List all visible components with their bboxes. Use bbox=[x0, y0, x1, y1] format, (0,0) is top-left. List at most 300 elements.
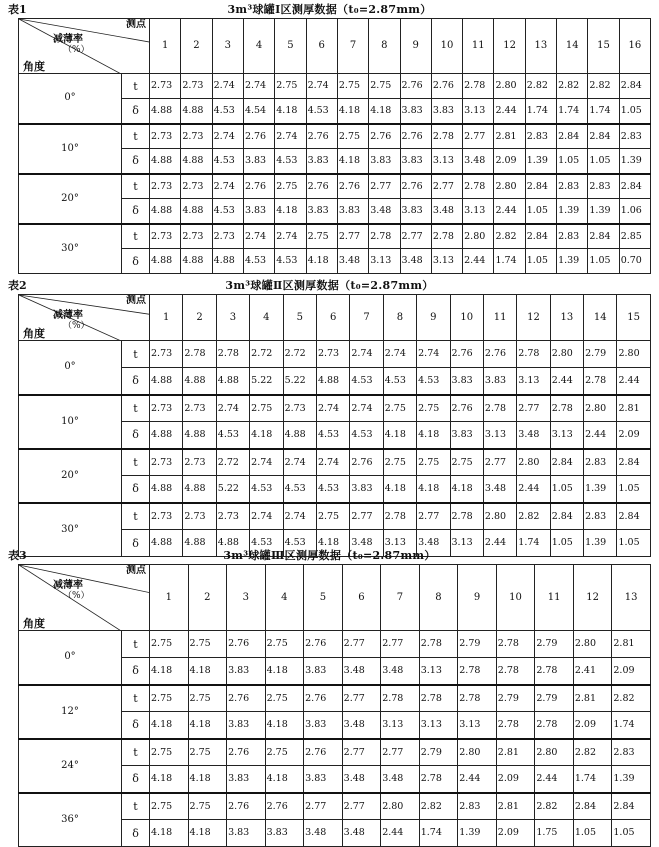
table-row bbox=[19, 174, 651, 199]
value-cell: 2.78 bbox=[535, 658, 574, 685]
value-cell: 1.74 bbox=[612, 712, 651, 739]
table-row bbox=[19, 395, 651, 422]
value-cell: 3.83 bbox=[227, 658, 266, 685]
value-cell: 2.84 bbox=[525, 224, 556, 249]
value-cell: 2.76 bbox=[265, 793, 304, 820]
value-cell: 2.74 bbox=[243, 224, 274, 249]
table-section-1 bbox=[0, 0, 659, 274]
value-cell: 3.83 bbox=[483, 368, 516, 395]
value-cell: 2.77 bbox=[342, 793, 381, 820]
angle-label: 角度 bbox=[23, 327, 45, 340]
value-cell: 3.83 bbox=[306, 149, 337, 174]
value-cell: 2.76 bbox=[227, 739, 266, 766]
value-cell: 1.39 bbox=[557, 199, 588, 224]
value-cell: 3.13 bbox=[431, 149, 462, 174]
value-cell: 2.44 bbox=[517, 476, 550, 503]
column-header: 1 bbox=[150, 19, 181, 74]
value-cell: 2.78 bbox=[463, 174, 494, 199]
value-cell: 3.48 bbox=[517, 422, 550, 449]
value-cell: 2.73 bbox=[183, 449, 216, 476]
value-cell: 2.74 bbox=[275, 224, 306, 249]
value-cell: 1.05 bbox=[557, 149, 588, 174]
value-cell: 4.18 bbox=[306, 249, 337, 274]
value-cell: 3.48 bbox=[350, 530, 383, 557]
value-cell: 2.78 bbox=[496, 631, 535, 658]
value-cell: 2.84 bbox=[619, 174, 650, 199]
angle-cell: 30° bbox=[19, 503, 122, 557]
value-cell: 2.80 bbox=[517, 449, 550, 476]
value-cell: 1.05 bbox=[588, 249, 619, 274]
symbol-cell: δ bbox=[122, 149, 150, 174]
value-cell: 2.75 bbox=[417, 449, 450, 476]
value-cell: 2.75 bbox=[417, 395, 450, 422]
value-cell: 2.77 bbox=[483, 449, 516, 476]
value-cell: 2.76 bbox=[350, 449, 383, 476]
value-cell: 2.44 bbox=[584, 422, 617, 449]
symbol-cell: δ bbox=[122, 99, 150, 124]
value-cell: 4.18 bbox=[450, 476, 483, 503]
value-cell: 2.77 bbox=[400, 224, 431, 249]
value-cell: 2.80 bbox=[494, 74, 525, 99]
column-header: 8 bbox=[383, 295, 416, 341]
value-cell: 4.18 bbox=[188, 766, 227, 793]
value-cell: 3.48 bbox=[304, 820, 343, 847]
angle-cell: 20° bbox=[19, 174, 122, 224]
value-cell: 4.88 bbox=[212, 249, 243, 274]
value-cell: 1.39 bbox=[584, 530, 617, 557]
value-cell: 1.39 bbox=[584, 476, 617, 503]
value-cell: 4.53 bbox=[212, 149, 243, 174]
column-header: 11 bbox=[535, 565, 574, 631]
column-header: 2 bbox=[181, 19, 212, 74]
symbol-cell: δ bbox=[122, 368, 150, 395]
value-cell: 2.76 bbox=[227, 631, 266, 658]
value-cell: 1.05 bbox=[619, 99, 650, 124]
table-caption bbox=[0, 276, 659, 294]
table-tag: 表2 bbox=[8, 279, 27, 292]
value-cell: 3.83 bbox=[400, 149, 431, 174]
column-header: 15 bbox=[588, 19, 619, 74]
value-cell: 2.77 bbox=[342, 739, 381, 766]
value-cell: 2.82 bbox=[557, 74, 588, 99]
value-cell: 4.18 bbox=[337, 149, 368, 174]
value-cell: 4.88 bbox=[183, 530, 216, 557]
column-header: 6 bbox=[316, 295, 349, 341]
thickness-table-3 bbox=[18, 564, 651, 847]
value-cell: 2.80 bbox=[535, 739, 574, 766]
value-cell: 2.73 bbox=[181, 174, 212, 199]
column-header: 11 bbox=[463, 19, 494, 74]
value-cell: 2.78 bbox=[431, 224, 462, 249]
column-header: 9 bbox=[417, 295, 450, 341]
value-cell: 3.83 bbox=[400, 199, 431, 224]
percent-unit-label: （%） bbox=[63, 45, 90, 55]
value-cell: 1.05 bbox=[550, 476, 583, 503]
header-corner-cell bbox=[19, 565, 150, 631]
table-row bbox=[19, 449, 651, 476]
value-cell: 2.84 bbox=[550, 503, 583, 530]
value-cell: 4.18 bbox=[316, 530, 349, 557]
value-cell: 4.88 bbox=[183, 422, 216, 449]
table-row bbox=[19, 739, 651, 766]
value-cell: 2.74 bbox=[350, 395, 383, 422]
value-cell: 0.70 bbox=[619, 249, 650, 274]
value-cell: 2.79 bbox=[535, 631, 574, 658]
measure-point-label: 测点 bbox=[126, 295, 146, 306]
value-cell: 2.79 bbox=[496, 685, 535, 712]
value-cell: 4.53 bbox=[243, 249, 274, 274]
value-cell: 2.75 bbox=[265, 685, 304, 712]
angle-cell: 20° bbox=[19, 449, 122, 503]
header-row bbox=[19, 19, 651, 74]
value-cell: 2.77 bbox=[342, 631, 381, 658]
angle-cell: 10° bbox=[19, 124, 122, 174]
value-cell: 2.84 bbox=[619, 74, 650, 99]
value-cell: 4.53 bbox=[250, 476, 283, 503]
table-caption bbox=[0, 0, 659, 18]
value-cell: 3.83 bbox=[265, 820, 304, 847]
symbol-cell: t bbox=[122, 739, 150, 766]
value-cell: 2.74 bbox=[212, 74, 243, 99]
value-cell: 2.41 bbox=[573, 658, 612, 685]
table-row bbox=[19, 74, 651, 99]
value-cell: 2.83 bbox=[588, 174, 619, 199]
value-cell: 2.78 bbox=[419, 685, 458, 712]
value-cell: 4.18 bbox=[265, 766, 304, 793]
value-cell: 2.73 bbox=[150, 503, 183, 530]
value-cell: 5.22 bbox=[250, 368, 283, 395]
angle-cell: 10° bbox=[19, 395, 122, 449]
value-cell: 2.77 bbox=[350, 503, 383, 530]
value-cell: 4.53 bbox=[316, 476, 349, 503]
value-cell: 2.84 bbox=[588, 224, 619, 249]
angle-label: 角度 bbox=[23, 617, 45, 630]
angle-cell: 0° bbox=[19, 74, 122, 124]
symbol-cell: δ bbox=[122, 530, 150, 557]
value-cell: 4.88 bbox=[150, 99, 181, 124]
symbol-cell: δ bbox=[122, 249, 150, 274]
table-row bbox=[19, 503, 651, 530]
value-cell: 1.74 bbox=[525, 99, 556, 124]
column-header: 8 bbox=[419, 565, 458, 631]
value-cell: 1.05 bbox=[617, 530, 650, 557]
value-cell: 2.75 bbox=[150, 631, 189, 658]
value-cell: 2.09 bbox=[573, 712, 612, 739]
column-header: 6 bbox=[306, 19, 337, 74]
value-cell: 2.75 bbox=[150, 739, 189, 766]
value-cell: 3.13 bbox=[383, 530, 416, 557]
table-tag: 表3 bbox=[8, 549, 27, 562]
value-cell: 3.13 bbox=[419, 712, 458, 739]
value-cell: 2.77 bbox=[304, 793, 343, 820]
symbol-cell: t bbox=[122, 124, 150, 149]
percent-unit-label: （%） bbox=[63, 321, 90, 331]
value-cell: 3.83 bbox=[243, 199, 274, 224]
value-cell: 4.88 bbox=[150, 530, 183, 557]
column-header: 15 bbox=[617, 295, 650, 341]
value-cell: 4.18 bbox=[188, 820, 227, 847]
value-cell: 4.53 bbox=[316, 422, 349, 449]
value-cell: 3.83 bbox=[306, 199, 337, 224]
value-cell: 4.18 bbox=[383, 422, 416, 449]
percent-unit-label: （%） bbox=[63, 591, 90, 601]
value-cell: 2.75 bbox=[188, 739, 227, 766]
column-header: 7 bbox=[381, 565, 420, 631]
column-header: 4 bbox=[250, 295, 283, 341]
value-cell: 4.18 bbox=[188, 712, 227, 739]
value-cell: 3.48 bbox=[431, 199, 462, 224]
thinning-rate-label: 减薄率 bbox=[53, 310, 83, 321]
thinning-rate-label: 减薄率 bbox=[53, 34, 83, 45]
value-cell: 2.78 bbox=[463, 74, 494, 99]
value-cell: 2.74 bbox=[383, 341, 416, 368]
angle-cell: 24° bbox=[19, 739, 122, 793]
value-cell: 2.84 bbox=[588, 124, 619, 149]
value-cell: 2.74 bbox=[306, 74, 337, 99]
value-cell: 4.18 bbox=[369, 99, 400, 124]
value-cell: 3.13 bbox=[431, 249, 462, 274]
value-cell: 2.09 bbox=[494, 149, 525, 174]
value-cell: 2.83 bbox=[525, 124, 556, 149]
value-cell: 2.09 bbox=[612, 658, 651, 685]
value-cell: 3.83 bbox=[431, 99, 462, 124]
value-cell: 4.53 bbox=[383, 368, 416, 395]
value-cell: 2.75 bbox=[265, 631, 304, 658]
value-cell: 2.75 bbox=[383, 449, 416, 476]
column-header: 5 bbox=[275, 19, 306, 74]
value-cell: 2.75 bbox=[383, 395, 416, 422]
value-cell: 4.88 bbox=[181, 249, 212, 274]
value-cell: 2.84 bbox=[612, 793, 651, 820]
value-cell: 2.73 bbox=[150, 124, 181, 149]
value-cell: 2.75 bbox=[337, 74, 368, 99]
table-section-2 bbox=[0, 276, 659, 557]
column-header: 14 bbox=[557, 19, 588, 74]
value-cell: 2.75 bbox=[188, 631, 227, 658]
value-cell: 2.73 bbox=[150, 395, 183, 422]
value-cell: 2.74 bbox=[283, 503, 316, 530]
column-header: 12 bbox=[517, 295, 550, 341]
value-cell: 2.75 bbox=[306, 224, 337, 249]
value-cell: 4.88 bbox=[150, 199, 181, 224]
value-cell: 4.53 bbox=[306, 99, 337, 124]
symbol-cell: t bbox=[122, 793, 150, 820]
value-cell: 2.84 bbox=[573, 793, 612, 820]
thinning-rate-label: 减薄率 bbox=[53, 580, 83, 591]
value-cell: 3.83 bbox=[227, 712, 266, 739]
table-tag: 表1 bbox=[8, 3, 27, 16]
value-cell: 1.39 bbox=[612, 766, 651, 793]
value-cell: 4.53 bbox=[283, 476, 316, 503]
column-header: 1 bbox=[150, 295, 183, 341]
value-cell: 3.13 bbox=[517, 368, 550, 395]
header-row bbox=[19, 565, 651, 631]
value-cell: 2.74 bbox=[212, 124, 243, 149]
value-cell: 2.44 bbox=[550, 368, 583, 395]
value-cell: 1.05 bbox=[612, 820, 651, 847]
value-cell: 4.18 bbox=[265, 658, 304, 685]
value-cell: 4.18 bbox=[150, 658, 189, 685]
value-cell: 1.74 bbox=[517, 530, 550, 557]
value-cell: 2.73 bbox=[150, 341, 183, 368]
value-cell: 1.05 bbox=[550, 530, 583, 557]
value-cell: 2.83 bbox=[612, 739, 651, 766]
value-cell: 2.76 bbox=[400, 124, 431, 149]
value-cell: 2.76 bbox=[400, 174, 431, 199]
value-cell: 2.84 bbox=[557, 124, 588, 149]
value-cell: 2.77 bbox=[431, 174, 462, 199]
value-cell: 4.53 bbox=[275, 149, 306, 174]
value-cell: 3.83 bbox=[243, 149, 274, 174]
value-cell: 2.76 bbox=[400, 74, 431, 99]
value-cell: 2.77 bbox=[417, 503, 450, 530]
value-cell: 2.81 bbox=[617, 395, 650, 422]
value-cell: 1.05 bbox=[617, 476, 650, 503]
thickness-table-2 bbox=[18, 294, 651, 557]
value-cell: 2.78 bbox=[450, 503, 483, 530]
value-cell: 4.54 bbox=[243, 99, 274, 124]
value-cell: 2.75 bbox=[275, 174, 306, 199]
column-header: 9 bbox=[400, 19, 431, 74]
value-cell: 2.82 bbox=[612, 685, 651, 712]
value-cell: 2.77 bbox=[381, 631, 420, 658]
table-row bbox=[19, 224, 651, 249]
value-cell: 2.78 bbox=[183, 341, 216, 368]
column-header: 12 bbox=[494, 19, 525, 74]
value-cell: 3.13 bbox=[463, 199, 494, 224]
value-cell: 3.83 bbox=[450, 368, 483, 395]
table-row bbox=[19, 341, 651, 368]
value-cell: 2.78 bbox=[381, 685, 420, 712]
value-cell: 2.73 bbox=[283, 395, 316, 422]
value-cell: 2.73 bbox=[216, 503, 249, 530]
value-cell: 4.88 bbox=[181, 149, 212, 174]
value-cell: 2.73 bbox=[181, 224, 212, 249]
value-cell: 2.78 bbox=[419, 766, 458, 793]
column-header: 5 bbox=[283, 295, 316, 341]
symbol-cell: t bbox=[122, 449, 150, 476]
value-cell: 2.74 bbox=[250, 449, 283, 476]
value-cell: 4.18 bbox=[275, 99, 306, 124]
value-cell: 2.73 bbox=[150, 74, 181, 99]
column-header: 3 bbox=[212, 19, 243, 74]
value-cell: 2.44 bbox=[494, 199, 525, 224]
value-cell: 3.48 bbox=[342, 658, 381, 685]
value-cell: 4.88 bbox=[181, 99, 212, 124]
value-cell: 4.18 bbox=[265, 712, 304, 739]
value-cell: 4.18 bbox=[417, 476, 450, 503]
value-cell: 4.53 bbox=[417, 368, 450, 395]
value-cell: 2.75 bbox=[188, 685, 227, 712]
value-cell: 2.82 bbox=[573, 739, 612, 766]
value-cell: 1.05 bbox=[573, 820, 612, 847]
table-title: 3m³球罐Ⅱ区测厚数据（t₀=2.87mm） bbox=[225, 279, 434, 292]
value-cell: 2.78 bbox=[496, 712, 535, 739]
value-cell: 2.84 bbox=[617, 503, 650, 530]
value-cell: 4.53 bbox=[212, 99, 243, 124]
column-header: 13 bbox=[525, 19, 556, 74]
value-cell: 4.88 bbox=[150, 149, 181, 174]
value-cell: 2.76 bbox=[227, 685, 266, 712]
value-cell: 3.83 bbox=[304, 658, 343, 685]
table-row bbox=[19, 685, 651, 712]
value-cell: 2.72 bbox=[216, 449, 249, 476]
symbol-cell: δ bbox=[122, 658, 150, 685]
value-cell: 3.83 bbox=[400, 99, 431, 124]
value-cell: 2.44 bbox=[535, 766, 574, 793]
value-cell: 2.76 bbox=[337, 174, 368, 199]
value-cell: 4.53 bbox=[250, 530, 283, 557]
value-cell: 2.74 bbox=[243, 74, 274, 99]
value-cell: 2.73 bbox=[150, 174, 181, 199]
value-cell: 2.76 bbox=[243, 174, 274, 199]
value-cell: 3.13 bbox=[463, 99, 494, 124]
value-cell: 2.73 bbox=[183, 395, 216, 422]
value-cell: 2.83 bbox=[584, 449, 617, 476]
value-cell: 4.18 bbox=[383, 476, 416, 503]
value-cell: 2.81 bbox=[496, 739, 535, 766]
header-row bbox=[19, 295, 651, 341]
symbol-cell: t bbox=[122, 174, 150, 199]
value-cell: 3.13 bbox=[450, 530, 483, 557]
value-cell: 2.74 bbox=[350, 341, 383, 368]
value-cell: 2.74 bbox=[417, 341, 450, 368]
value-cell: 3.48 bbox=[381, 766, 420, 793]
value-cell: 2.78 bbox=[383, 503, 416, 530]
value-cell: 2.80 bbox=[617, 341, 650, 368]
value-cell: 1.39 bbox=[619, 149, 650, 174]
value-cell: 2.77 bbox=[369, 174, 400, 199]
value-cell: 2.75 bbox=[250, 395, 283, 422]
value-cell: 2.78 bbox=[458, 658, 497, 685]
value-cell: 4.18 bbox=[275, 199, 306, 224]
value-cell: 2.72 bbox=[250, 341, 283, 368]
value-cell: 1.39 bbox=[557, 249, 588, 274]
value-cell: 2.81 bbox=[573, 685, 612, 712]
value-cell: 2.82 bbox=[494, 224, 525, 249]
value-cell: 1.74 bbox=[573, 766, 612, 793]
value-cell: 2.72 bbox=[283, 341, 316, 368]
value-cell: 2.75 bbox=[450, 449, 483, 476]
value-cell: 2.75 bbox=[369, 74, 400, 99]
value-cell: 3.83 bbox=[350, 476, 383, 503]
value-cell: 2.78 bbox=[535, 712, 574, 739]
value-cell: 2.74 bbox=[250, 503, 283, 530]
symbol-cell: t bbox=[122, 503, 150, 530]
column-header: 12 bbox=[573, 565, 612, 631]
value-cell: 3.13 bbox=[419, 658, 458, 685]
value-cell: 4.88 bbox=[216, 530, 249, 557]
value-cell: 1.39 bbox=[588, 199, 619, 224]
value-cell: 4.88 bbox=[150, 422, 183, 449]
value-cell: 3.83 bbox=[227, 766, 266, 793]
value-cell: 3.13 bbox=[550, 422, 583, 449]
value-cell: 4.53 bbox=[350, 422, 383, 449]
value-cell: 2.74 bbox=[275, 124, 306, 149]
value-cell: 2.75 bbox=[150, 793, 189, 820]
symbol-cell: δ bbox=[122, 422, 150, 449]
column-header: 6 bbox=[342, 565, 381, 631]
value-cell: 2.78 bbox=[584, 368, 617, 395]
column-header: 10 bbox=[450, 295, 483, 341]
symbol-cell: t bbox=[122, 631, 150, 658]
value-cell: 3.83 bbox=[304, 766, 343, 793]
value-cell: 4.53 bbox=[216, 422, 249, 449]
value-cell: 2.76 bbox=[450, 395, 483, 422]
value-cell: 4.53 bbox=[283, 530, 316, 557]
value-cell: 2.82 bbox=[535, 793, 574, 820]
value-cell: 2.79 bbox=[584, 341, 617, 368]
